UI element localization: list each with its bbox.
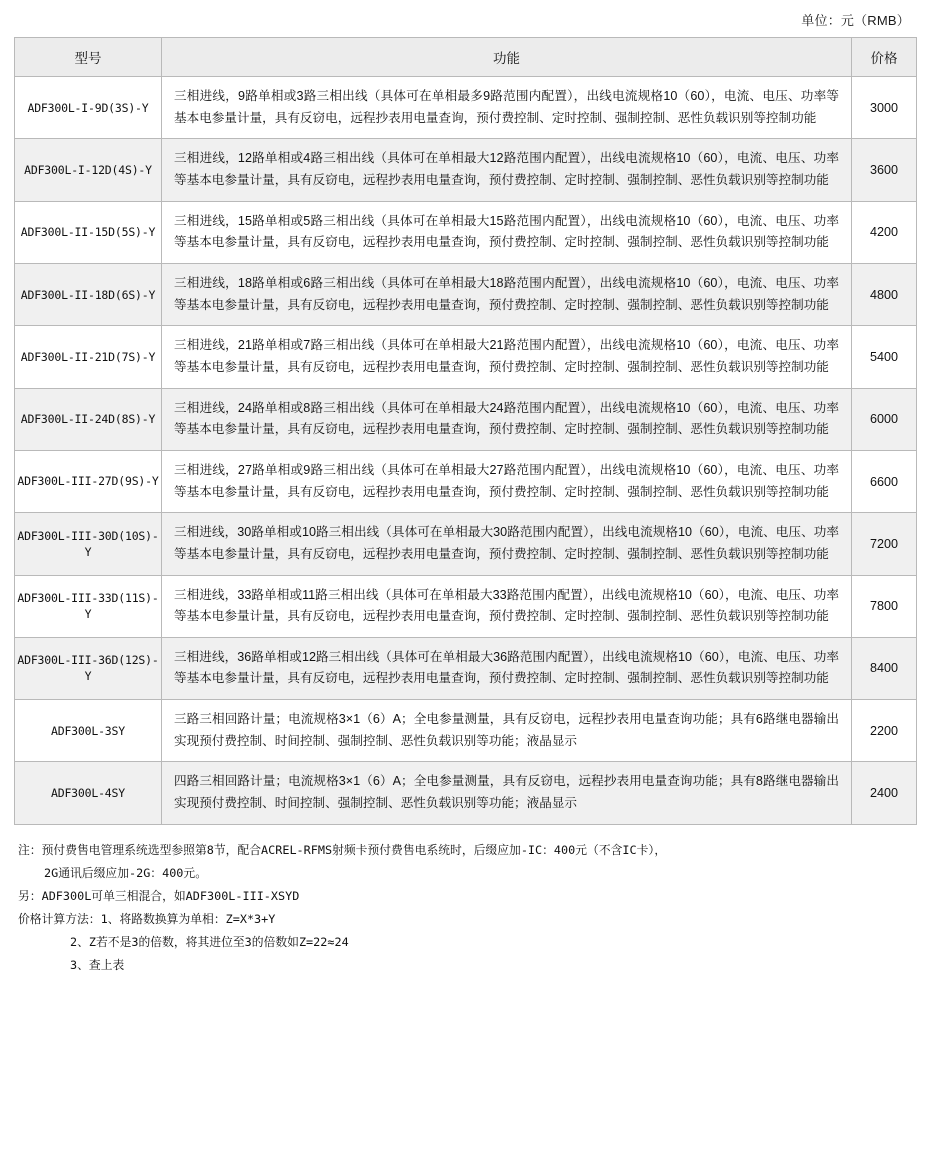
note-line-4: 价格计算方法：1、将路数换算为单相：Z=X*3+Y	[18, 911, 276, 926]
table-row	[15, 637, 917, 699]
table-row	[15, 139, 917, 201]
cell-price: 6600	[852, 450, 917, 512]
cell-function: 三相进线，36路单相或12路三相出线（具体可在单相最大36路范围内配置），出线电流规格10（60），电流、电压、功率等基本电参量计量，具有反窃电，远程抄表用电量查询，预付费控制、定时控制、强制控制、恶性负载识别等控制功能	[162, 637, 852, 699]
cell-price: 3600	[852, 139, 917, 201]
cell-function: 三相进线，30路单相或10路三相出线（具体可在单相最大30路范围内配置），出线电流规格10（60），电流、电压、功率等基本电参量计量，具有反窃电，远程抄表用电量查询，预付费控制、定时控制、强制控制、恶性负载识别等控制功能	[162, 513, 852, 575]
cell-function: 四路三相回路计量；电流规格3×1（6）A；全电参量测量，具有反窃电，远程抄表用电量查询功能；具有8路继电器输出实现预付费控制、时间控制、强制控制、恶性负载识别等功能；液晶显示	[162, 762, 852, 824]
cell-function: 三相进线，33路单相或11路三相出线（具体可在单相最大33路范围内配置），出线电流规格10（60），电流、电压、功率等基本电参量计量，具有反窃电，远程抄表用电量查询，预付费控制、定时控制、强制控制、恶性负载识别等控制功能	[162, 575, 852, 637]
cell-price: 6000	[852, 388, 917, 450]
cell-function: 三相进线，12路单相或4路三相出线（具体可在单相最大12路范围内配置），出线电流规格10（60），电流、电压、功率等基本电参量计量，具有反窃电，远程抄表用电量查询，预付费控制、定时控制、强制控制、恶性负载识别等控制功能	[162, 139, 852, 201]
cell-function: 三相进线，21路单相或7路三相出线（具体可在单相最大21路范围内配置），出线电流规格10（60），电流、电压、功率等基本电参量计量，具有反窃电，远程抄表用电量查询，预付费控制、定时控制、强制控制、恶性负载识别等控制功能	[162, 326, 852, 388]
unit-label: 单位：元（RMB）	[801, 13, 910, 28]
cell-price: 5400	[852, 326, 917, 388]
table-row	[15, 388, 917, 450]
cell-function: 三相进线，18路单相或6路三相出线（具体可在单相最大18路范围内配置），出线电流规格10（60），电流、电压、功率等基本电参量计量，具有反窃电，远程抄表用电量查询，预付费控制、定时控制、强制控制、恶性负载识别等控制功能	[162, 263, 852, 325]
cell-model: ADF300L-III-36D(12S)-Y	[15, 637, 162, 699]
notes-section	[14, 825, 916, 977]
note-line-1: 注：预付费售电管理系统选型参照第8节，配合ACREL-RFMS射频卡预付费售电系统时，后缀应加-IC：400元（不含IC卡），	[18, 842, 667, 857]
column-header-function: 功能	[162, 38, 852, 77]
table-row	[15, 263, 917, 325]
cell-model: ADF300L-III-27D(9S)-Y	[15, 450, 162, 512]
cell-function: 三相进线，27路单相或9路三相出线（具体可在单相最大27路范围内配置），出线电流规格10（60），电流、电压、功率等基本电参量计量，具有反窃电，远程抄表用电量查询，预付费控制、定时控制、强制控制、恶性负载识别等控制功能	[162, 450, 852, 512]
cell-function: 三相进线，24路单相或8路三相出线（具体可在单相最大24路范围内配置），出线电流规格10（60），电流、电压、功率等基本电参量计量，具有反窃电，远程抄表用电量查询，预付费控制、定时控制、强制控制、恶性负载识别等控制功能	[162, 388, 852, 450]
note-line-3: 另：ADF300L可单三相混合，如ADF300L-III-XSYD	[18, 888, 300, 903]
cell-model: ADF300L-III-33D(11S)-Y	[15, 575, 162, 637]
cell-model: ADF300L-II-18D(6S)-Y	[15, 263, 162, 325]
cell-model: ADF300L-III-30D(10S)-Y	[15, 513, 162, 575]
cell-function: 三路三相回路计量；电流规格3×1（6）A；全电参量测量，具有反窃电，远程抄表用电量查询功能；具有6路继电器输出实现预付费控制、时间控制、强制控制、恶性负载识别等功能；液晶显示	[162, 700, 852, 762]
cell-function: 三相进线，15路单相或5路三相出线（具体可在单相最大15路范围内配置），出线电流规格10（60），电流、电压、功率等基本电参量计量，具有反窃电，远程抄表用电量查询，预付费控制、定时控制、强制控制、恶性负载识别等控制功能	[162, 201, 852, 263]
table-row	[15, 762, 917, 824]
cell-model: ADF300L-II-24D(8S)-Y	[15, 388, 162, 450]
cell-price: 4800	[852, 263, 917, 325]
table-header-row	[15, 38, 917, 77]
product-price-table	[14, 37, 917, 825]
column-header-model: 型号	[15, 38, 162, 77]
cell-price: 8400	[852, 637, 917, 699]
table-row	[15, 201, 917, 263]
cell-model: ADF300L-I-12D(4S)-Y	[15, 139, 162, 201]
table-row	[15, 326, 917, 388]
column-header-price: 价格	[852, 38, 917, 77]
note-line-5: 2、Z若不是3的倍数，将其进位至3的倍数如Z=22≈24	[70, 934, 349, 949]
cell-model: ADF300L-II-21D(7S)-Y	[15, 326, 162, 388]
note-line-2: 2G通讯后缀应加-2G：400元。	[44, 865, 207, 880]
table-row	[15, 450, 917, 512]
cell-price: 2400	[852, 762, 917, 824]
cell-model: ADF300L-II-15D(5S)-Y	[15, 201, 162, 263]
cell-model: ADF300L-4SY	[15, 762, 162, 824]
cell-price: 7800	[852, 575, 917, 637]
table-row	[15, 77, 917, 139]
cell-price: 7200	[852, 513, 917, 575]
cell-model: ADF300L-I-9D(3S)-Y	[15, 77, 162, 139]
cell-function: 三相进线，9路单相或3路三相出线（具体可在单相最多9路范围内配置），出线电流规格10（60），电流、电压、功率等基本电参量计量，具有反窃电，远程抄表用电量查询，预付费控制、定时控制、强制控制、恶性负载识别等控制功能	[162, 77, 852, 139]
table-body	[15, 77, 917, 825]
table-row	[15, 700, 917, 762]
cell-price: 4200	[852, 201, 917, 263]
note-line-6: 3、查上表	[70, 957, 125, 972]
cell-price: 3000	[852, 77, 917, 139]
table-header	[15, 38, 917, 77]
table-row	[15, 513, 917, 575]
cell-model: ADF300L-3SY	[15, 700, 162, 762]
table-row	[15, 575, 917, 637]
cell-price: 2200	[852, 700, 917, 762]
